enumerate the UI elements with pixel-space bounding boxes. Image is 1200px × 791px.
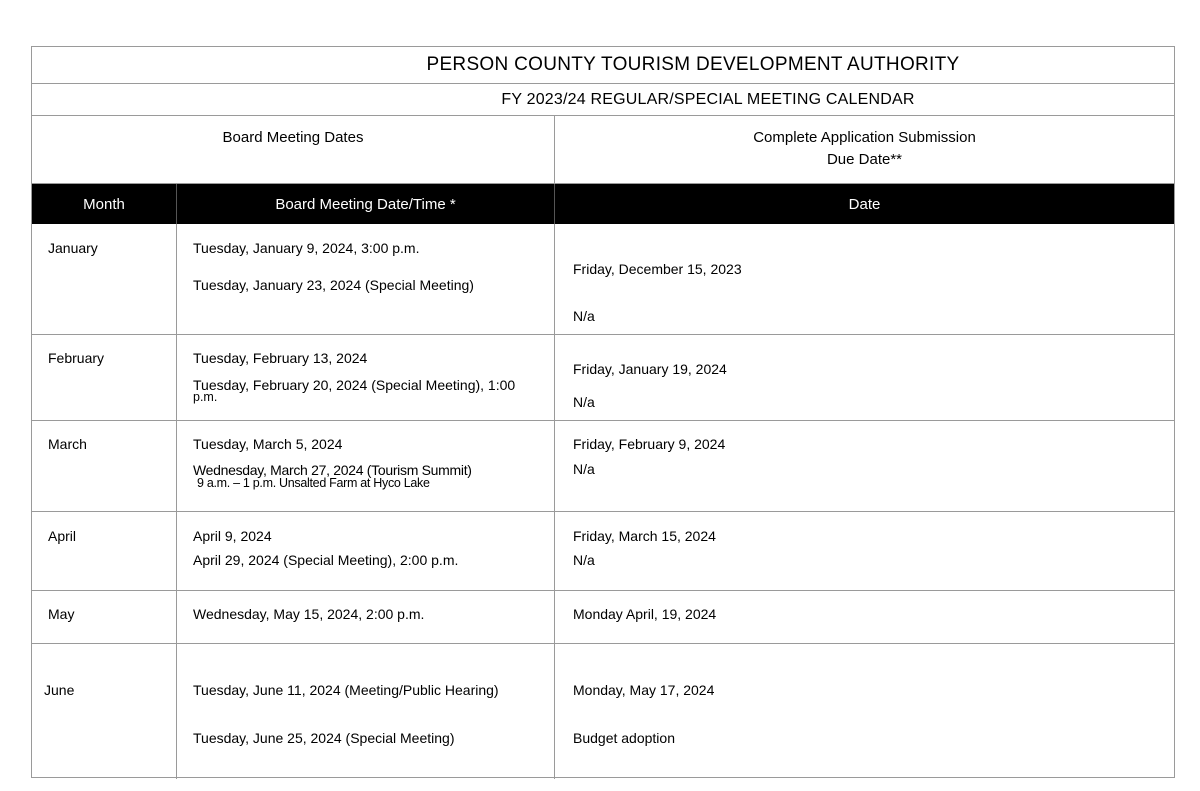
board-date-cell bbox=[177, 512, 555, 590]
due-date-cell bbox=[555, 224, 1174, 334]
group-header-submission-line1: Complete Application Submission bbox=[753, 129, 976, 146]
due-date-cell bbox=[555, 591, 1174, 643]
board-date-line: Tuesday, January 23, 2024 (Special Meeting) bbox=[193, 277, 474, 293]
column-header-row bbox=[32, 184, 1174, 224]
column-header-board-date: Board Meeting Date/Time * bbox=[177, 184, 555, 224]
meeting-calendar-table bbox=[31, 46, 1175, 778]
due-date-line: Friday, February 9, 2024 bbox=[573, 436, 726, 452]
table-row-may bbox=[32, 591, 1174, 644]
board-date-line: Tuesday, February 20, 2024 (Special Meeting), 1:00 bbox=[193, 377, 516, 393]
month-label: June bbox=[44, 682, 75, 698]
board-date-cell bbox=[177, 335, 555, 420]
month-cell bbox=[32, 421, 177, 511]
month-label: February bbox=[48, 350, 105, 366]
month-label: January bbox=[48, 240, 98, 256]
group-header-submission bbox=[555, 116, 1174, 194]
due-date-cell bbox=[555, 335, 1174, 420]
column-header-date: Date bbox=[848, 195, 881, 213]
month-cell bbox=[32, 224, 177, 334]
due-date-line: Monday April, 19, 2024 bbox=[573, 606, 717, 622]
title-text: PERSON COUNTY TOURISM DEVELOPMENT AUTHORITY bbox=[426, 54, 960, 75]
table-row-january bbox=[32, 224, 1174, 335]
board-date-cell bbox=[177, 591, 555, 643]
due-date-line: Friday, December 15, 2023 bbox=[573, 261, 742, 277]
board-date-cell bbox=[177, 421, 555, 511]
month-cell bbox=[32, 591, 177, 643]
board-date-line: Tuesday, February 13, 2024 bbox=[193, 350, 368, 366]
board-date-line: Tuesday, June 11, 2024 (Meeting/Public Hearing) bbox=[193, 682, 499, 698]
due-date-line: Friday, March 15, 2024 bbox=[573, 528, 716, 544]
due-date-cell bbox=[555, 421, 1174, 511]
subtitle-text: FY 2023/24 REGULAR/SPECIAL MEETING CALENDAR bbox=[501, 90, 915, 108]
group-header-board: Board Meeting Dates bbox=[32, 116, 555, 183]
due-date-line: Friday, January 19, 2024 bbox=[573, 361, 727, 377]
board-date-line: Tuesday, June 25, 2024 (Special Meeting) bbox=[193, 730, 455, 746]
board-date-line: April 29, 2024 (Special Meeting), 2:00 p.m. bbox=[193, 552, 459, 568]
month-label: March bbox=[48, 436, 87, 452]
due-date-line: Monday, May 17, 2024 bbox=[573, 682, 715, 698]
board-date-cell bbox=[177, 644, 555, 779]
month-label: May bbox=[48, 606, 75, 622]
group-header-submission-line2: Due Date** bbox=[826, 151, 903, 168]
month-cell bbox=[32, 335, 177, 420]
month-label: April bbox=[48, 528, 77, 544]
due-date-line: N/a bbox=[573, 394, 595, 410]
due-date-cell bbox=[555, 644, 1174, 779]
board-date-line: 9 a.m. – 1 p.m. Unsalted Farm at Hyco Lake bbox=[197, 476, 430, 490]
document-subtitle bbox=[32, 84, 1174, 116]
table-row-april bbox=[32, 512, 1174, 591]
due-date-line: N/a bbox=[573, 461, 595, 477]
table-row-march bbox=[32, 421, 1174, 512]
board-date-line: Tuesday, March 5, 2024 bbox=[193, 436, 343, 452]
board-date-line: Wednesday, May 15, 2024, 2:00 p.m. bbox=[193, 606, 425, 622]
table-row-february bbox=[32, 335, 1174, 421]
table-row-june bbox=[32, 644, 1174, 779]
board-date-line: Tuesday, January 9, 2024, 3:00 p.m. bbox=[193, 240, 420, 256]
column-header-month: Month bbox=[32, 184, 177, 224]
board-date-line: Wednesday, March 27, 2024 (Tourism Summit) bbox=[193, 462, 472, 478]
group-header-row bbox=[32, 116, 1174, 184]
due-date-line: N/a bbox=[573, 308, 595, 324]
month-cell bbox=[32, 512, 177, 590]
board-date-line: April 9, 2024 bbox=[193, 528, 272, 544]
board-date-cell bbox=[177, 224, 555, 334]
due-date-line: Budget adoption bbox=[573, 730, 675, 746]
document-title bbox=[32, 47, 1174, 84]
month-cell bbox=[32, 644, 177, 779]
board-date-line: p.m. bbox=[193, 390, 218, 404]
due-date-cell bbox=[555, 512, 1174, 590]
due-date-line: N/a bbox=[573, 552, 595, 568]
